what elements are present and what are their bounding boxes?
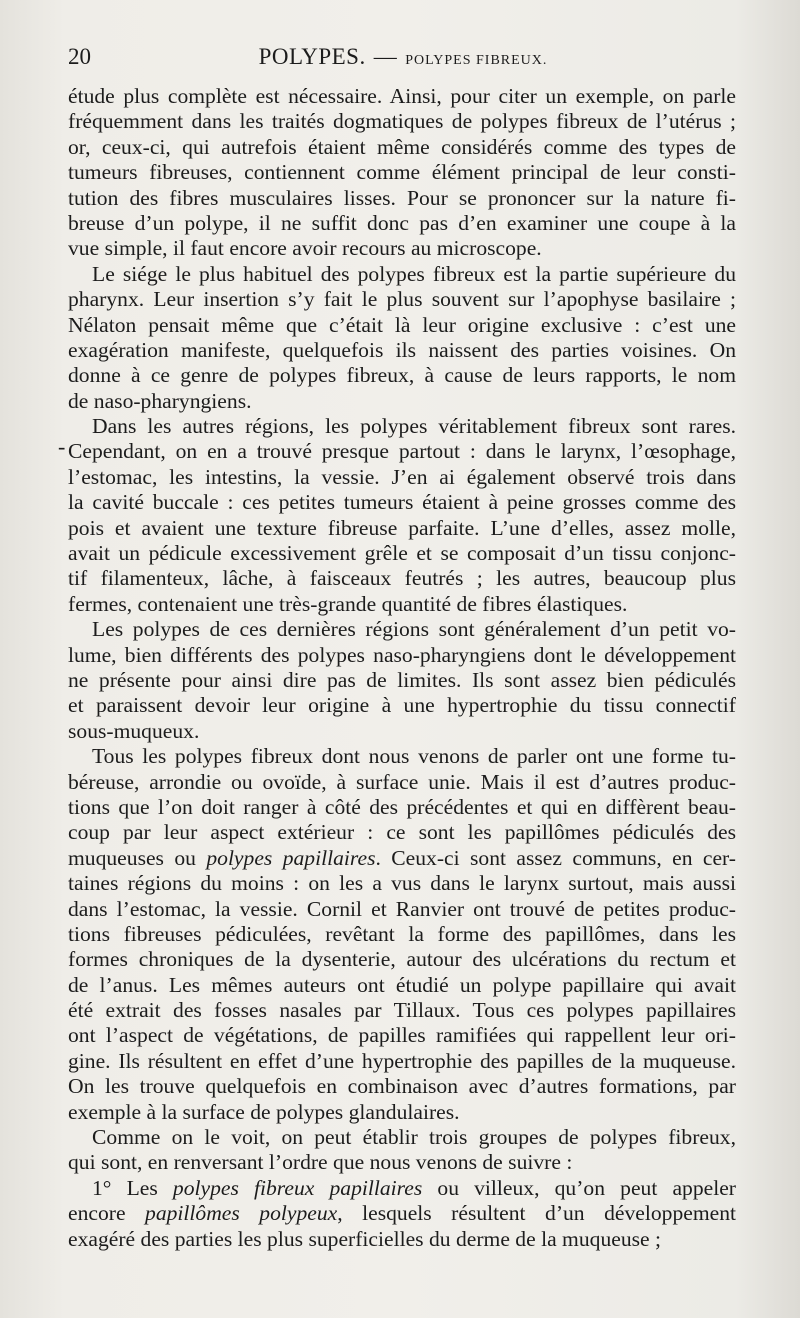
text-line — [68, 693, 736, 718]
text-line — [68, 1074, 736, 1099]
text-line-content: Cependant, on en a trouvé presque partout : dans le larynx, l’œsophage, — [68, 439, 736, 464]
text-line — [68, 160, 736, 185]
text-line-content: tution des fibres musculaires lisses. Pour se prononcer sur la nature fi- — [68, 185, 736, 210]
text-line-content: taines régions du moins : on les a vus dans le larynx surtout, mais aussi — [68, 871, 736, 896]
text-line — [68, 947, 736, 972]
text-line-content: tif filamenteux, lâche, à faisceaux feutrés ; les autres, beaucoup plus — [68, 566, 736, 591]
text-line — [68, 211, 736, 236]
text-line-content: On les trouve quelquefois en combinaison avec d’autres formations, par — [68, 1074, 736, 1099]
italic-term: papillômes polypeux — [145, 1201, 338, 1226]
text-line — [68, 922, 736, 947]
text-line-content: Les polypes de ces dernières régions sont généralement d’un petit vo- — [92, 617, 736, 642]
text-line-content: Dans les autres régions, les polypes véritablement fibreux sont rares. — [92, 414, 736, 439]
text-line — [68, 490, 736, 515]
text-line — [68, 897, 736, 922]
text-line — [68, 363, 736, 388]
text-line-content: sous-muqueux. — [68, 718, 200, 743]
text-line-content: donne à ce genre de polypes fibreux, à cause de leurs rapports, le nom — [68, 363, 736, 388]
text-line-content: or, ceux-ci, qui autrefois étaient même considérés comme des types de — [68, 134, 736, 159]
text-line — [68, 109, 736, 134]
text-line-content: l’estomac, les intestins, la vessie. J’en ai également observé trois dans — [68, 464, 736, 489]
running-title-main: POLYPES. — [258, 44, 366, 69]
text-line — [68, 414, 736, 439]
running-title-dash: — — [373, 44, 398, 69]
text-line-content: qui sont, en renversant l’ordre que nous venons de suivre : — [68, 1150, 573, 1175]
text-line-content: exemple à la surface de polypes glandulaires. — [68, 1099, 460, 1124]
text-line-content: fermes, contenaient une très-grande quantité de fibres élastiques. — [68, 591, 628, 616]
text-line — [68, 668, 736, 693]
text-line — [68, 1176, 736, 1201]
running-title-subtitle: POLYPES FIBREUX. — [405, 53, 548, 68]
text-line-content: muqueuses ou — [68, 845, 207, 870]
text-line — [68, 871, 736, 896]
text-line — [68, 998, 736, 1023]
text-line-content: béreuse, arrondie ou ovoïde, à surface unie. Mais il est d’autres produc- — [68, 769, 736, 794]
text-line-content: étude plus complète est nécessaire. Ainsi, pour citer un exemple, on parle — [68, 84, 736, 108]
text-line-content: ont l’aspect de végétations, de papilles ramifiées qui rappellent leur ori- — [68, 1023, 736, 1048]
text-line-content: vue simple, il faut encore avoir recours au microscope. — [68, 236, 542, 261]
text-line-content: ne présente pour ainsi dire pas de limites. Ils sont assez bien pédiculés — [68, 667, 736, 692]
text-line — [68, 541, 736, 566]
text-line-content: Le siége le plus habituel des polypes fibreux est la partie supérieure du — [92, 261, 736, 286]
text-line — [68, 1023, 736, 1048]
margin-mark: - — [58, 434, 66, 459]
text-line-content: exagéré des parties les plus superficielles du derme de la muqueuse ; — [68, 1226, 662, 1251]
text-line — [68, 1201, 736, 1226]
text-line-content: de l’anus. Les mêmes auteurs ont étudié un polype papillaire qui avait — [68, 972, 736, 997]
text-line-content: Nélaton pensait même que c’était là leur origine exclusive : c’est une — [68, 312, 736, 337]
text-line — [68, 719, 736, 744]
text-line — [68, 262, 736, 287]
text-line-content: avait un pédicule excessivement grêle et se composait d’un tissu conjonc- — [68, 541, 736, 566]
body-text — [68, 84, 736, 1252]
text-line — [68, 313, 736, 338]
text-line-content: Comme on le voit, on peut établir trois groupes de polypes fibreux, — [92, 1125, 736, 1150]
text-line-content: formes chroniques de la dysenterie, autour des ulcérations du rectum et — [68, 947, 736, 972]
text-line-continuation: . Ceux-ci sont assez communs, en cer- — [375, 845, 737, 870]
text-line — [68, 135, 736, 160]
text-line — [68, 1125, 736, 1150]
text-line-content: encore — [68, 1201, 146, 1226]
text-line-content: dans l’estomac, la vessie. Cornil et Ranvier ont trouvé de petites produc- — [68, 896, 736, 921]
text-line-content: la cavité buccale : ces petites tumeurs étaient à peine grosses comme des — [68, 490, 736, 515]
page-number: 20 — [68, 44, 91, 69]
text-line — [68, 1049, 736, 1074]
text-line — [68, 439, 736, 464]
text-line-content: gine. Ils résultent en effet d’une hypertrophie des papilles de la muqueuse. — [68, 1048, 736, 1073]
text-line-continuation: , lesquels résultent d’un développement — [337, 1201, 736, 1226]
text-line — [68, 236, 736, 261]
text-line — [68, 516, 736, 541]
text-line — [68, 770, 736, 795]
text-line-content: de naso-pharyngiens. — [68, 388, 252, 413]
text-line — [68, 1150, 736, 1175]
text-line — [68, 465, 736, 490]
text-line-content: pois et avaient une texture fibreuse parfaite. L’une d’elles, assez molle, — [68, 515, 736, 540]
text-line-content: fréquemment dans les traités dogmatiques de polypes fibreux de l’utérus ; — [68, 109, 736, 134]
text-line — [68, 617, 736, 642]
text-line-content: lume, bien différents des polypes naso-pharyngiens dont le développement — [68, 642, 736, 667]
text-line — [68, 287, 736, 312]
text-line — [68, 744, 736, 769]
text-line — [68, 1227, 736, 1252]
text-line-content: tions que l’on doit ranger à côté des précédentes et qui en diffèrent beau- — [68, 794, 736, 819]
text-line — [68, 1100, 736, 1125]
text-line — [68, 566, 736, 591]
text-line — [68, 186, 736, 211]
running-title — [68, 44, 738, 70]
text-line-content: et paraissent devoir leur origine à une hypertrophie du tissu connectif — [68, 693, 736, 718]
text-line — [68, 84, 736, 109]
text-line-continuation: ou villeux, qu’on peut appeler — [422, 1175, 736, 1200]
page-header — [68, 44, 738, 80]
italic-term: polypes fibreux papillaires — [172, 1175, 423, 1200]
italic-term: polypes papillaires — [206, 845, 376, 870]
text-line — [68, 973, 736, 998]
text-line-content: breuse d’un polype, il ne suffit donc pas d’en examiner une coupe à la — [68, 210, 736, 235]
text-line-content: tions fibreuses pédiculées, revêtant la forme des papillômes, dans les — [68, 921, 736, 946]
text-line-content: 1° Les — [92, 1175, 173, 1200]
text-line — [68, 338, 736, 363]
text-line-content: tumeurs fibreuses, contiennent comme élément principal de leur consti- — [68, 160, 736, 185]
text-line-content: Tous les polypes fibreux dont nous venons de parler ont une forme tu- — [92, 744, 736, 769]
text-line — [68, 643, 736, 668]
text-line — [68, 795, 736, 820]
text-line — [68, 389, 736, 414]
text-line-content: été extrait des fosses nasales par Tillaux. Tous ces polypes papillaires — [68, 998, 736, 1023]
text-line-content: exagération manifeste, quelquefois ils naissent des parties voisines. On — [68, 337, 736, 362]
text-line — [68, 820, 736, 845]
text-line-content: coup par leur aspect extérieur : ce sont les papillômes pédiculés des — [68, 820, 736, 845]
text-line — [68, 846, 736, 871]
text-line-content: pharynx. Leur insertion s’y fait le plus souvent sur l’apophyse basilaire ; — [68, 287, 736, 312]
text-line — [68, 592, 736, 617]
